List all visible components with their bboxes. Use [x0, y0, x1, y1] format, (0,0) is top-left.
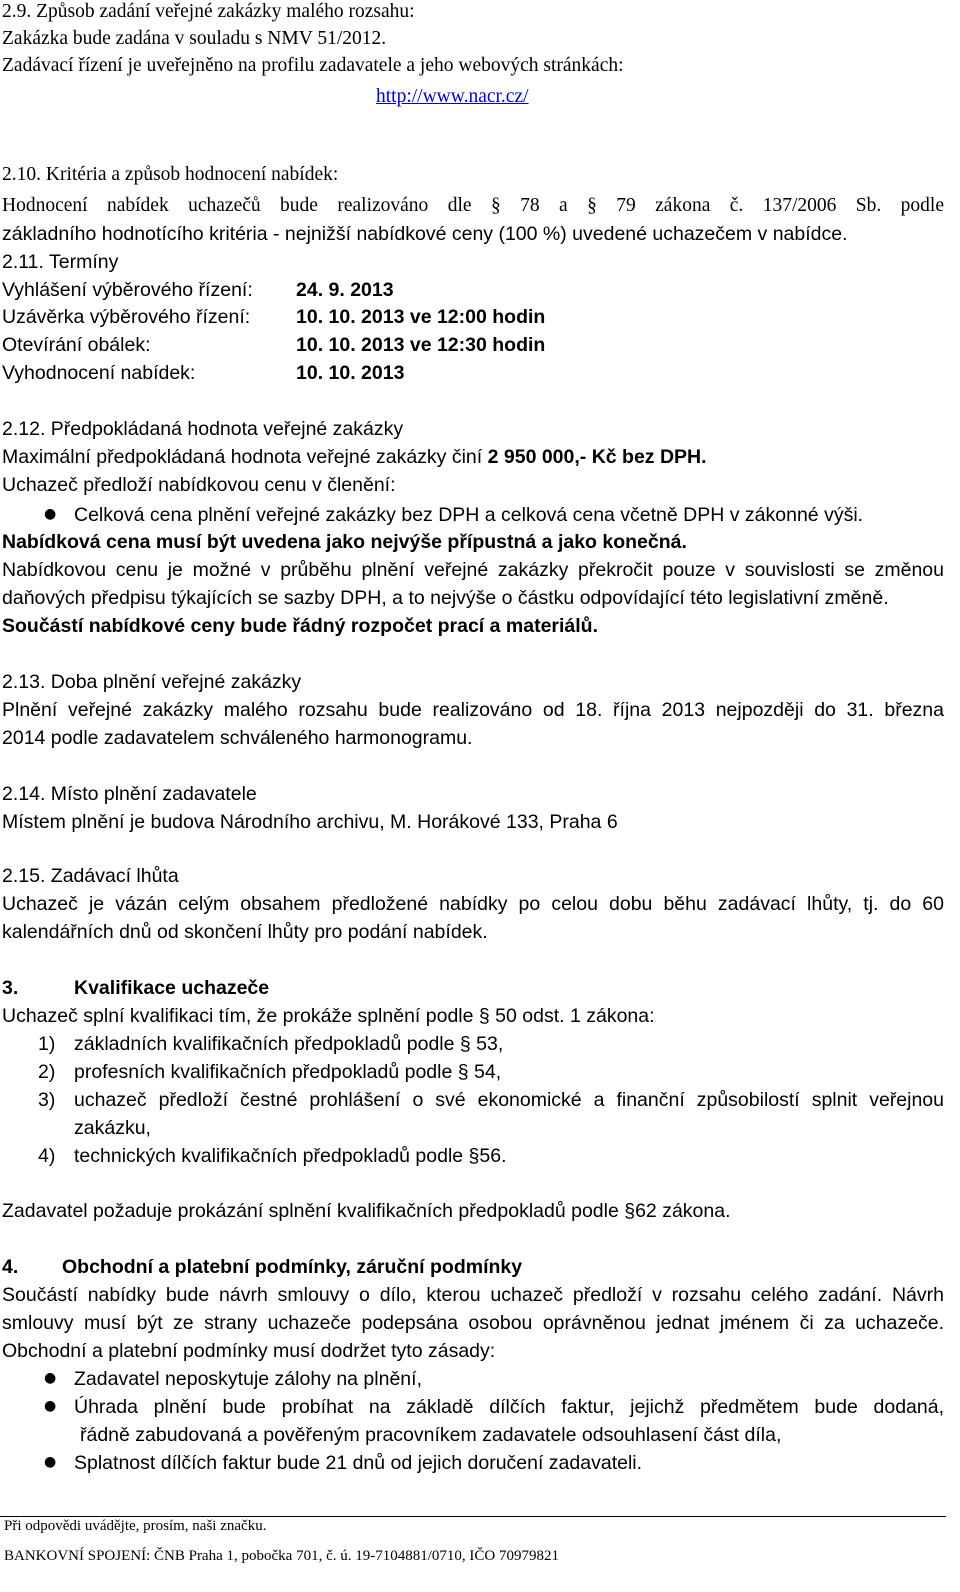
section-3-heading: Kvalifikace uchazeče: [74, 977, 270, 999]
list-number: 3): [38, 1089, 56, 1111]
deadline-label: Vyhodnocení nabídek:: [2, 362, 196, 384]
section-3-closing: Zadavatel požaduje prokázání splnění kvalifikačních předpokladů podle §62 zákona.: [2, 1200, 731, 1222]
list-number: 4): [38, 1145, 56, 1167]
budget-note: Součástí nabídkové ceny bude řádný rozpočet prací a materiálů.: [2, 615, 599, 637]
section-2-9-line: Zadávací řízení je uveřejněno na profilu zadavatele a jeho webových stránkách:: [2, 55, 624, 76]
footer-reference-note: Při odpovědi uvádějte, prosím, naši značku.: [4, 1518, 267, 1534]
section-2-13-line: Plnění veřejné zakázky malého rozsahu bude realizováno od 18. října 2013 nejpozději do 31. března: [2, 699, 944, 721]
section-4-line: Součástí nabídky bude návrh smlouvy o dílo, kterou uchazeč předloží v rozsahu celého zadání. Návrh: [2, 1284, 944, 1306]
max-value-text: Maximální předpokládaná hodnota veřejné zakázky činí: [2, 446, 488, 468]
list-item: základních kvalifikačních předpokladů podle § 53,: [74, 1033, 504, 1055]
price-split-intro: Uchazeč předloží nabídkovou cenu v členění:: [2, 474, 396, 496]
section-2-9-line: Zakázka bude zadána v souladu s NMV 51/2012.: [2, 28, 387, 49]
section-2-10-line: základního hodnotícího kritéria - nejnižší nabídkové ceny (100 %) uvedené uchazečem v nabídce.: [2, 223, 848, 245]
deadline-label: Uzávěrka výběrového řízení:: [2, 306, 251, 328]
section-2-13-line: 2014 podle zadavatelem schváleného harmonogramu.: [2, 727, 473, 749]
bullet-dot: ●: [44, 1398, 57, 1414]
condition-item: Zadavatel neposkytuje zálohy na plnění,: [74, 1368, 422, 1390]
deadline-value: 10. 10. 2013: [296, 362, 405, 384]
deadline-value: 10. 10. 2013 ve 12:30 hodin: [296, 334, 546, 356]
section-4-heading: Obchodní a platební podmínky, záruční podmínky: [62, 1256, 523, 1278]
section-3-intro: Uchazeč splní kvalifikaci tím, že prokáže splnění podle § 50 odst. 1 zákona:: [2, 1005, 655, 1027]
deadline-label: Otevírání obálek:: [2, 334, 151, 356]
max-value-amount: 2 950 000,- Kč bez DPH.: [487, 446, 707, 468]
bullet-dot: ●: [44, 506, 57, 522]
condition-item-continuation: řádně zabudovaná a pověřeným pracovníkem zadavatele odsouhlasení část díla,: [80, 1424, 782, 1446]
list-item-continuation: zakázku,: [74, 1117, 151, 1139]
profile-link[interactable]: http://www.nacr.cz/: [376, 86, 529, 107]
list-number: 1): [38, 1033, 56, 1055]
section-2-10-heading: 2.10. Kritéria a způsob hodnocení nabídek:: [2, 164, 339, 185]
deadline-label: Vyhlášení výběrového řízení:: [2, 279, 253, 301]
list-item: profesních kvalifikačních předpokladů podle § 54,: [74, 1061, 502, 1083]
condition-item: Splatnost dílčích faktur bude 21 dnů od jejich doručení zadavateli.: [74, 1452, 643, 1474]
section-2-13-heading: 2.13. Doba plnění veřejné zakázky: [2, 671, 302, 693]
section-2-14-line: Místem plnění je budova Národního archivu, M. Horákové 133, Praha 6: [2, 811, 618, 833]
list-item: technických kvalifikačních předpokladů podle §56.: [74, 1145, 507, 1167]
deadline-value: 24. 9. 2013: [296, 279, 394, 301]
section-4-number: 4.: [2, 1256, 19, 1278]
list-item: uchazeč předloží čestné prohlášení o své ekonomické a finanční způsobilostí splnit veřejnou: [74, 1089, 944, 1111]
section-3-number: 3.: [2, 977, 19, 999]
price-split-item: Celková cena plnění veřejné zakázky bez DPH a celková cena včetně DPH v zákonné výši.: [74, 504, 864, 526]
max-value-line: [2, 445, 707, 469]
section-2-11-heading: 2.11. Termíny: [2, 251, 119, 273]
section-2-14-heading: 2.14. Místo plnění zadavatele: [2, 783, 257, 805]
bullet-dot: ●: [44, 1370, 57, 1386]
price-change-line: Nabídkovou cenu je možné v průběhu plnění veřejné zakázky překročit pouze v souvislosti se změnou: [2, 559, 944, 581]
section-2-15-line: Uchazeč je vázán celým obsahem předložené nabídky po celou dobu běhu zadávací lhůty, tj. do 60: [2, 893, 944, 915]
section-2-12-heading: 2.12. Předpokládaná hodnota veřejné zakázky: [2, 418, 404, 440]
price-change-line: daňových předpisu týkajících se sazby DPH, a to nejvýše o částku odpovídající této legislativní změně.: [2, 587, 889, 609]
section-2-10-line: Hodnocení nabídek uchazečů bude realizováno dle § 78 a § 79 zákona č. 137/2006 Sb. podle: [2, 195, 944, 216]
section-2-9-heading: 2.9. Způsob zadání veřejné zakázky malého rozsahu:: [2, 1, 415, 22]
list-number: 2): [38, 1061, 56, 1083]
price-final-note: Nabídková cena musí být uvedena jako nejvýše přípustná a jako konečná.: [2, 531, 687, 553]
condition-item: Úhrada plnění bude probíhat na základě dílčích faktur, jejichž předmětem bude dodaná,: [74, 1396, 944, 1418]
footer-bank-details: BANKOVNÍ SPOJENÍ: ČNB Praha 1, pobočka 701, č. ú. 19-7104881/0710, IČO 70979821: [4, 1548, 559, 1564]
section-2-15-line: kalendářních dnů od skončení lhůty pro podání nabídek.: [2, 921, 488, 943]
deadline-value: 10. 10. 2013 ve 12:00 hodin: [296, 306, 546, 328]
section-4-line: Obchodní a platební podmínky musí dodržet tyto zásady:: [2, 1340, 496, 1362]
section-2-15-heading: 2.15. Zadávací lhůta: [2, 865, 179, 887]
section-4-line: smlouvy musí být ze strany uchazeče podepsána osobou oprávněnou jednat jménem či za uchazeče.: [2, 1312, 944, 1334]
bullet-dot: ●: [44, 1454, 57, 1470]
footer-divider: [0, 1516, 946, 1517]
